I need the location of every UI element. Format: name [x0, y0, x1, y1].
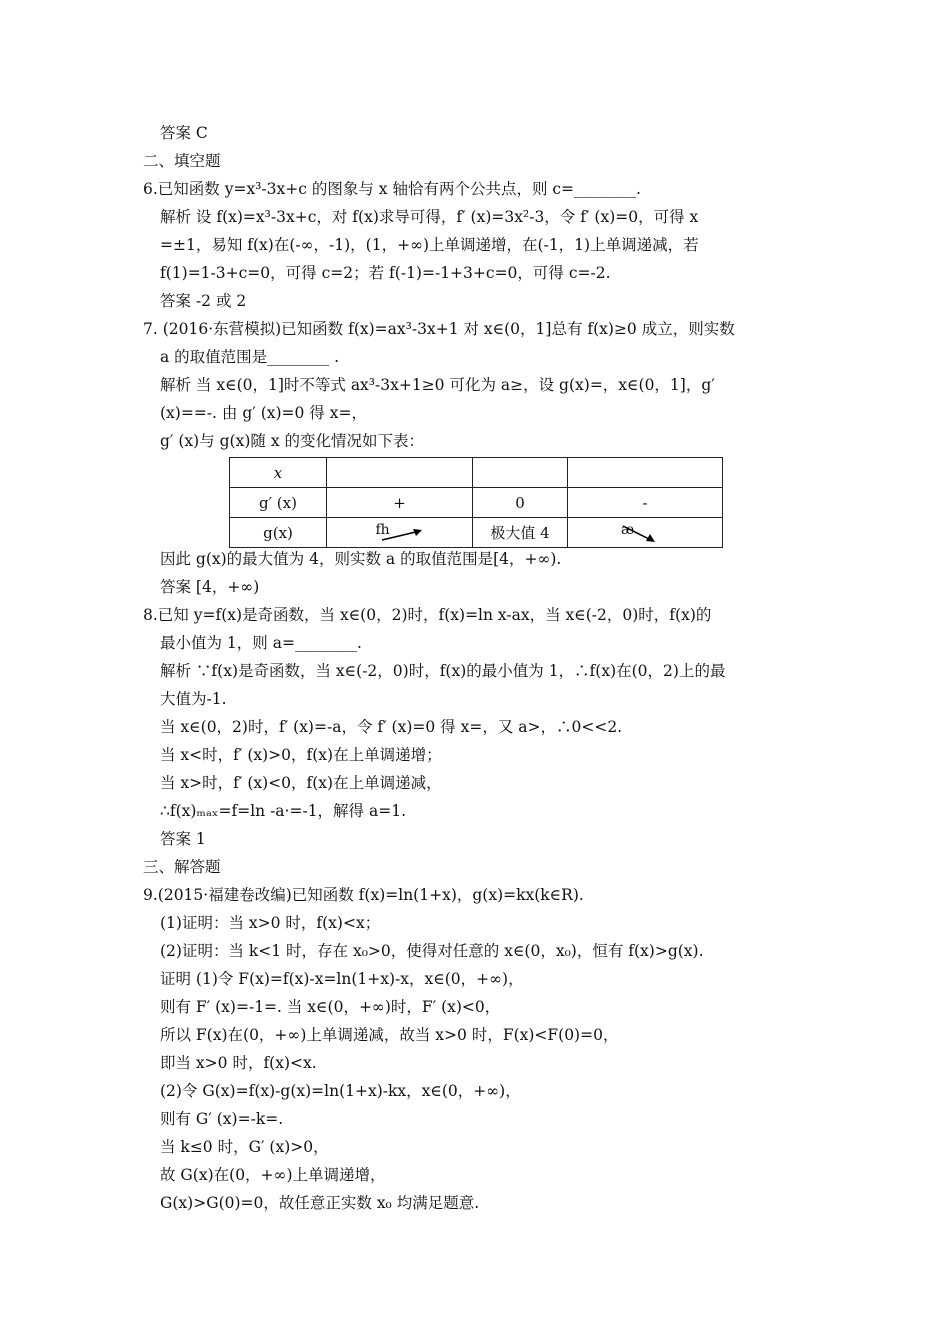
variation-table — [229, 457, 723, 548]
proof-9-line7: 当 k≤0 时，G′ (x)>0， — [160, 1138, 329, 1156]
table-cell — [327, 518, 473, 548]
solution-8-line2: 大值为-1. — [160, 690, 227, 708]
proof-9-line5: (2)令 G(x)=f(x)-g(x)=ln(1+x)-kx，x∈(0，+∞)， — [160, 1082, 521, 1100]
answer-line-5: 答案 C — [160, 124, 208, 142]
proof-9-line1: 证明 (1)令 F(x)=f(x)-x=ln(1+x)-x，x∈(0，+∞)， — [160, 970, 524, 988]
solution-8-line5: 当 x>时，f′ (x)<0，f(x)在上单调递减， — [160, 774, 442, 792]
answer-line-7: 答案 [4，+∞) — [160, 578, 260, 596]
section-heading-answer-questions: 三、解答题 — [143, 858, 221, 876]
proof-9-line8: 故 G(x)在(0，+∞)上单调递增， — [160, 1166, 386, 1184]
solution-8-line4: 当 x<时，f′ (x)>0，f(x)在上单调递增； — [160, 746, 442, 764]
solution-8-line3: 当 x∈(0，2)时，f′ (x)=-a，令 f′ (x)=0 得 x=，又 a>，∴0<<2. — [160, 718, 623, 736]
question-6: 6.已知函数 y=x³-3x+c 的图象与 x 轴恰有两个公共点，则 c=________. — [143, 180, 641, 198]
table-row — [230, 488, 723, 518]
table-cell — [327, 458, 473, 488]
question-8-line2: 最小值为 1，则 a=________. — [160, 634, 362, 652]
table-cell: 0 — [473, 488, 568, 518]
section-heading-fill-blank: 二、填空题 — [143, 152, 221, 170]
table-cell: 极大值 4 — [473, 518, 568, 548]
table-cell — [568, 458, 723, 488]
question-7-line1: 7. (2016·东营模拟)已知函数 f(x)=ax³-3x+1 对 x∈(0，1]总有 f(x)≥0 成立，则实数 — [143, 320, 735, 338]
table-cell: + — [327, 488, 473, 518]
question-8-line1: 8.已知 y=f(x)是奇函数，当 x∈(0，2)时，f(x)=ln x-ax，当 x∈(-2，0)时，f(x)的 — [143, 606, 712, 624]
answer-line-8: 答案 1 — [160, 830, 206, 848]
proof-9-line2: 则有 F′ (x)=-1=. 当 x∈(0，+∞)时，F′ (x)<0， — [160, 998, 501, 1016]
solution-6-line1: 解析 设 f(x)=x³-3x+c，对 f(x)求导可得，f′ (x)=3x²-3，令 f′ (x)=0，可得 x — [160, 208, 699, 226]
table-row — [230, 458, 723, 488]
solution-8-line6: ∴f(x)ₘₐₓ=f=ln -a·=-1，解得 a=1. — [160, 802, 407, 820]
solution-7-line2: (x)==-. 由 g′ (x)=0 得 x=， — [160, 404, 367, 422]
proof-9-line3: 所以 F(x)在(0，+∞)上单调递减，故当 x>0 时，F(x)<F(0)=0， — [160, 1026, 619, 1044]
solution-6-line3: f(1)=1-3+c=0，可得 c=2；若 f(-1)=-1+3+c=0，可得 c=-2. — [160, 264, 611, 282]
decreasing-arrow-icon: æ — [615, 520, 675, 546]
question-7-line2: a 的取值范围是________ . — [160, 348, 340, 366]
table-cell: x — [230, 458, 327, 488]
answer-line-6: 答案 -2 或 2 — [160, 292, 247, 310]
table-cell: g(x) — [230, 518, 327, 548]
question-9-part1: (1)证明：当 x>0 时，f(x)<x； — [160, 914, 381, 932]
solution-6-line2: =±1，易知 f(x)在(-∞，-1)，(1，+∞)上单调递增，在(-1，1)上单调递减，若 — [160, 236, 699, 254]
table-cell — [568, 518, 723, 548]
solution-7-line1: 解析 当 x∈(0，1]时不等式 ax³-3x+1≥0 可化为 a≥，设 g(x)=，x∈(0，1]，g′ — [160, 376, 715, 394]
proof-9-line9: G(x)>G(0)=0，故任意正实数 x₀ 均满足题意. — [160, 1194, 480, 1212]
table-cell — [473, 458, 568, 488]
solution-7-line3: g′ (x)与 g(x)随 x 的变化情况如下表： — [160, 432, 424, 450]
proof-9-line4: 即当 x>0 时，f(x)<x. — [160, 1054, 317, 1072]
table-cell: g′ (x) — [230, 488, 327, 518]
question-9: 9.(2015·福建卷改编)已知函数 f(x)=ln(1+x)，g(x)=kx(k∈R). — [143, 886, 584, 904]
increasing-arrow-icon: fh — [370, 520, 430, 546]
solution-7-conclusion: 因此 g(x)的最大值为 4，则实数 a 的取值范围是[4，+∞). — [160, 550, 562, 568]
question-9-part2: (2)证明：当 k<1 时，存在 x₀>0，使得对任意的 x∈(0，x₀)，恒有 f(x)>g(x). — [160, 942, 704, 960]
solution-8-line1: 解析 ∵f(x)是奇函数，当 x∈(-2，0)时，f(x)的最小值为 1，∴f(x)在(0，2)上的最 — [160, 662, 726, 680]
proof-9-line6: 则有 G′ (x)=-k=. — [160, 1110, 284, 1128]
table-row — [230, 518, 723, 548]
table-cell: - — [568, 488, 723, 518]
